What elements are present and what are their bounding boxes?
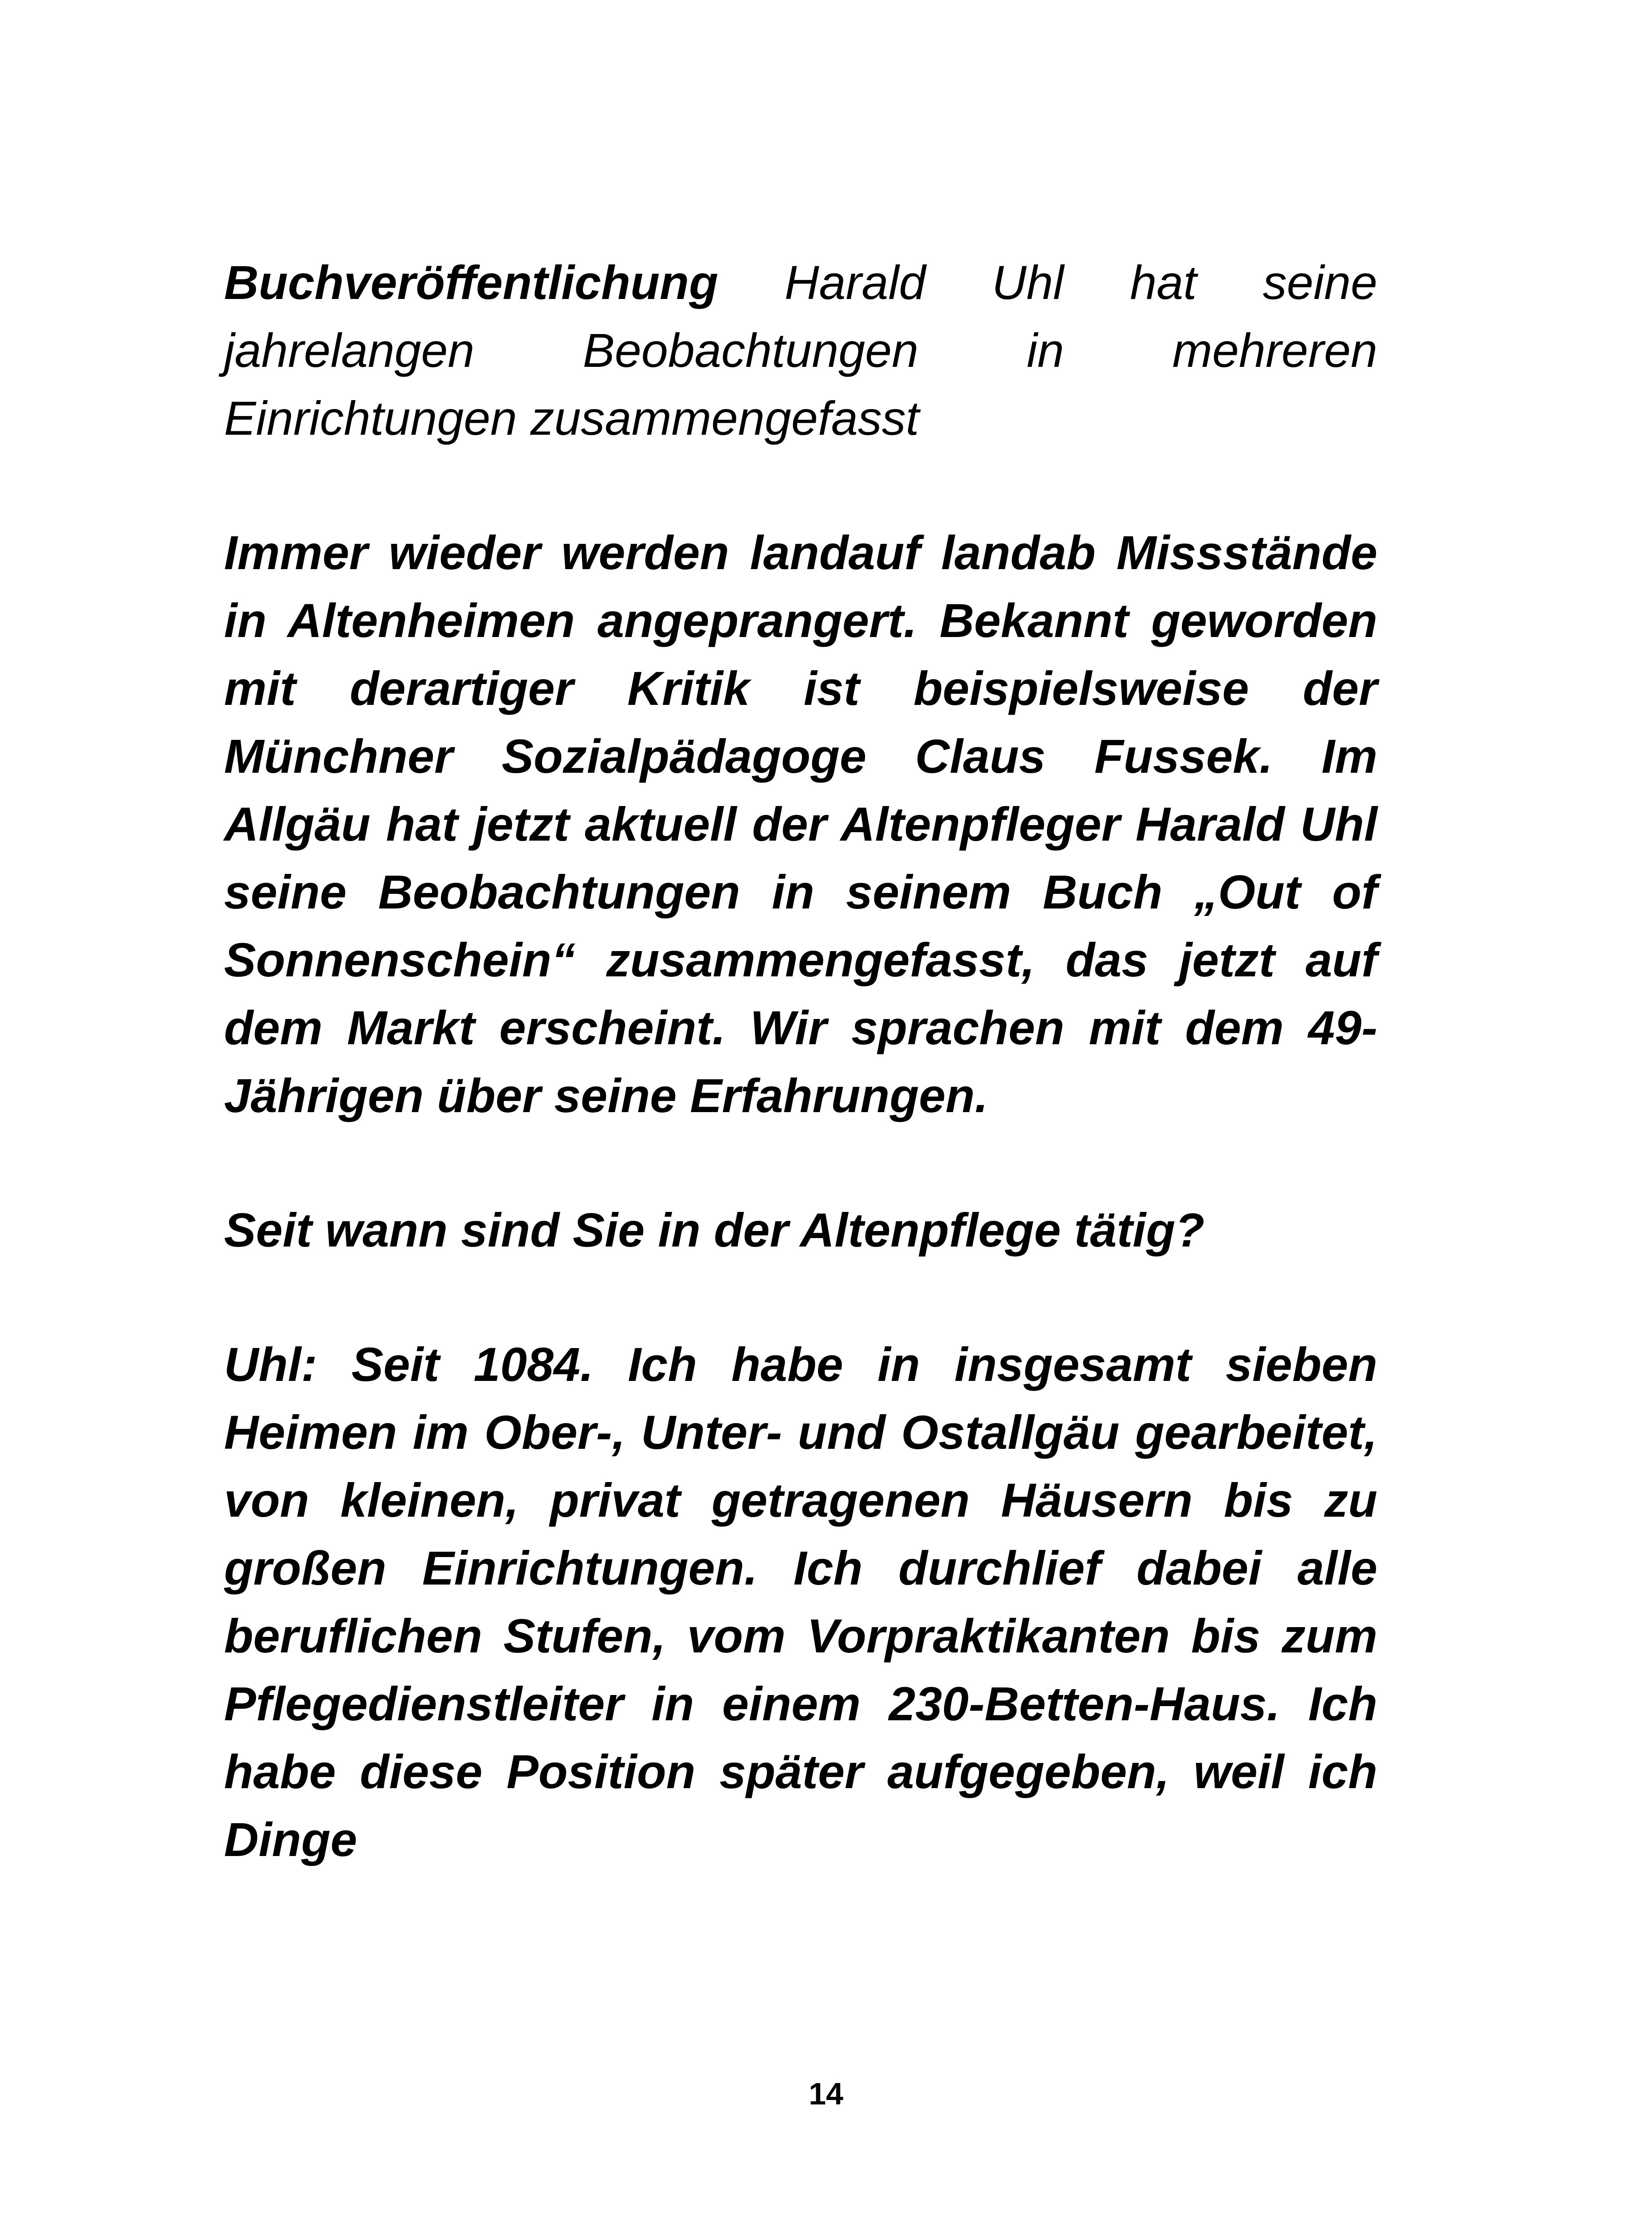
interview-answer: Uhl: Seit 1084. Ich habe in insgesamt sieben Heimen im Ober-, Unter- und Ostallgäu gearbeitet, von kleinen, privat getragenen Häusern bis zu großen Einrichtungen. Ich durchlief dabei alle beruflichen Stufen, vom Vorpraktikanten bis zum Pflegedienstleiter in einem 230-Betten-Haus. Ich habe diese Position später aufgegeben, weil ich Dinge: [224, 1337, 1377, 1866]
text-column: [224, 248, 1377, 1940]
article-lead: Immer wieder werden landauf landab Missstände in Altenheimen angeprangert. Bekannt geworden mit derartiger Kritik ist beispielsweise der Münchner Sozialpädagoge Claus Fussek. Im Allgäu hat jetzt aktuell der Altenpfleger Harald Uhl seine Beobachtungen in seinem Buch „Out of Sonnenschein“ zusammengefasst, das jetzt auf dem Markt erscheint. Wir sprachen mit dem 49-Jährigen über seine Erfahrungen.: [224, 526, 1377, 1122]
interview-question: Seit wann sind Sie in der Altenpflege tätig?: [224, 1203, 1205, 1257]
article-subtitle: Harald Uhl hat seine jahrelangen Beobachtungen in mehreren Einrichtungen zusammengefasst: [224, 256, 1377, 445]
article-kicker: Buchveröffentlichung: [224, 256, 719, 309]
page-number: 14: [809, 2076, 843, 2111]
article-intro: [224, 248, 1377, 452]
